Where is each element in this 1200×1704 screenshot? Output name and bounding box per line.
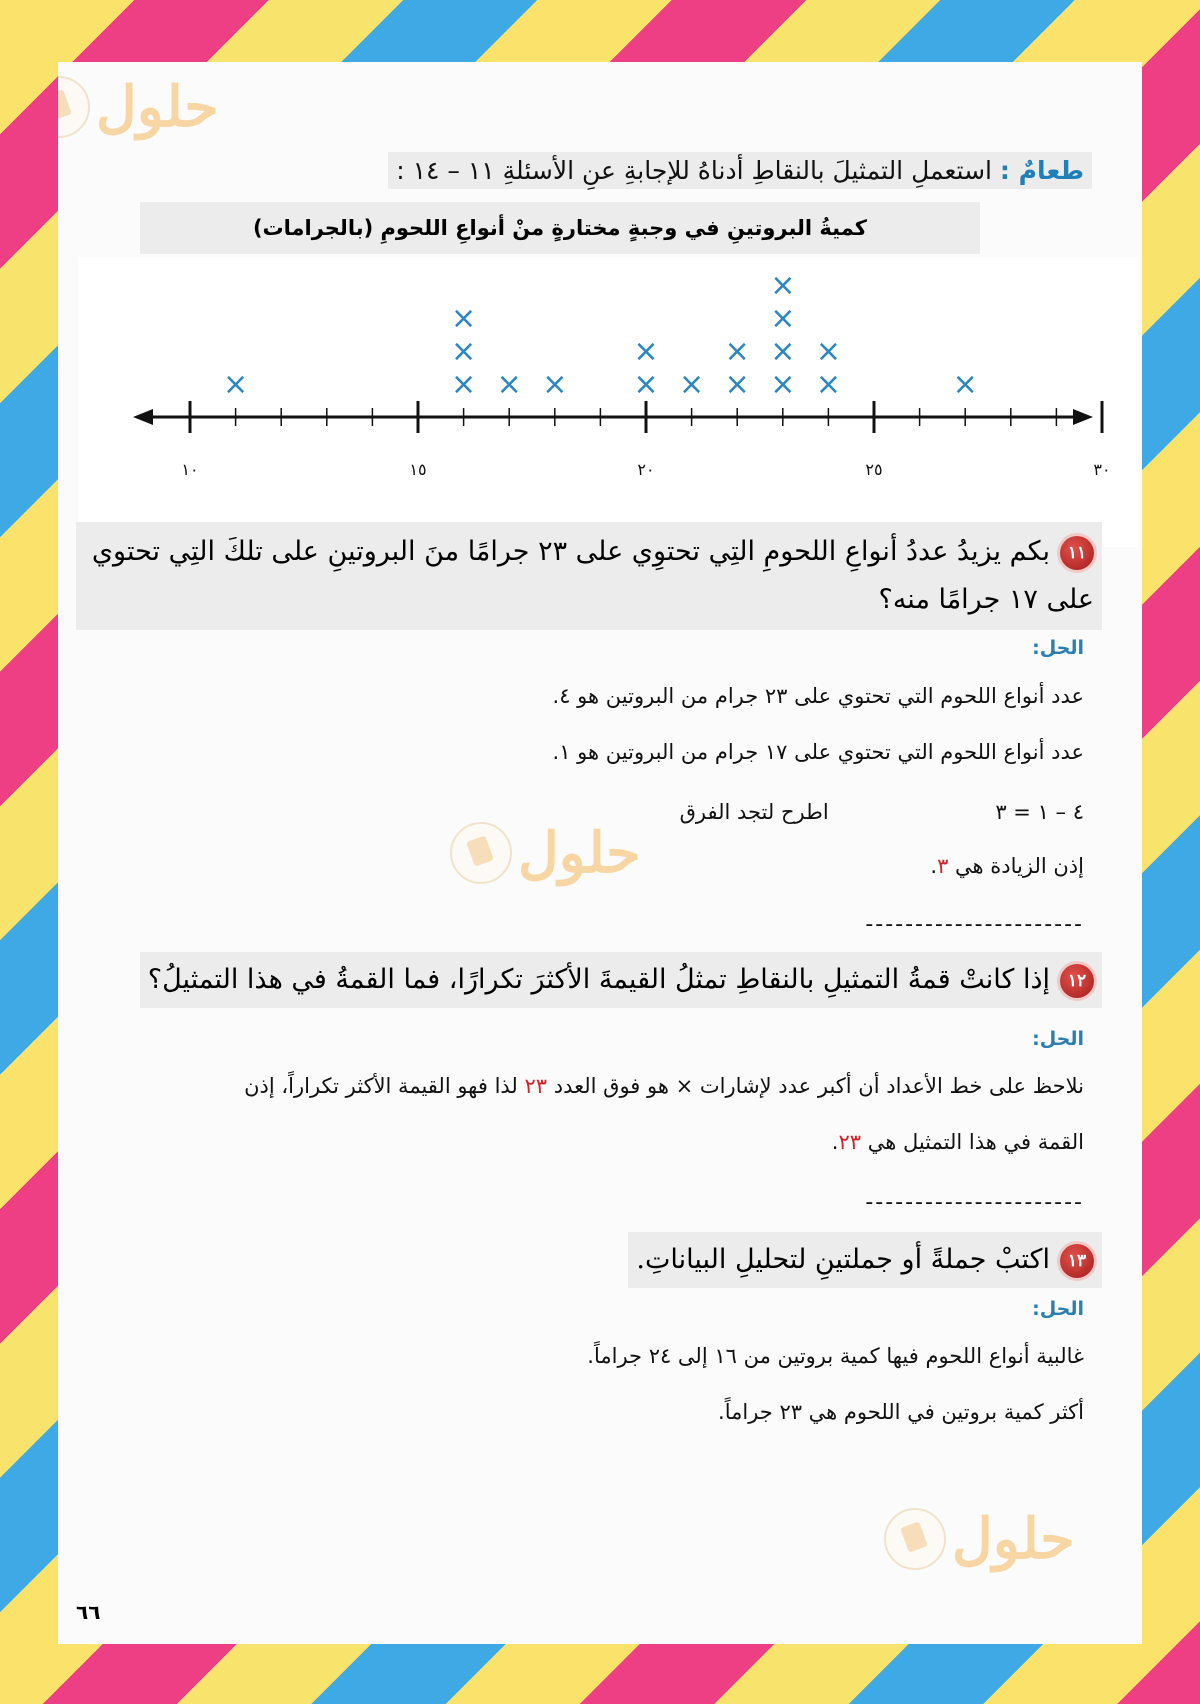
data-mark: × <box>724 367 750 402</box>
data-mark: × <box>496 367 522 402</box>
question-11-text: بكم يزيدُ عددُ أنواعِ اللحومِ التِي تحتوِي على ٢٣ جرامًا منَ البروتينِ على تلكَ التِي تحتوي على ١٧ جرامًا منه؟ <box>91 536 1094 615</box>
question-12 <box>140 952 1102 1008</box>
question-number-badge: ١٣ <box>1060 1244 1094 1278</box>
watermark-emblem-icon <box>58 76 90 138</box>
watermark-emblem-icon <box>450 822 512 884</box>
data-mark: × <box>542 367 568 402</box>
q11-answer-value: ٣ <box>937 854 949 878</box>
question-12-text: إذا كانتْ قمةُ التمثيلِ بالنقاطِ تمثلُ القيمةَ الأكثرَ تكرارًا، فما القمةُ في هذا التمثيلُ؟ <box>147 964 1050 995</box>
data-mark: × <box>815 367 841 402</box>
watermark-logo-middle: حلول <box>450 820 641 886</box>
data-mark: × <box>724 334 750 369</box>
solution-label: الحل: <box>1032 1298 1084 1320</box>
data-mark: × <box>223 367 249 402</box>
right-arrow-icon <box>1073 409 1093 425</box>
question-13 <box>628 1232 1102 1288</box>
q13-solution-line-1: غالبية أنواع اللحوم فيها كمية بروتين من ١٦ إلى ٢٤ جراماً. <box>587 1344 1084 1368</box>
data-mark: × <box>451 367 477 402</box>
data-mark: × <box>451 301 477 336</box>
q12-solution-line-2: القمة في هذا التمثيل هي ٢٣. <box>831 1130 1084 1154</box>
data-mark: × <box>815 334 841 369</box>
section-header <box>388 152 1092 189</box>
q11-solution-line-2: عدد أنواع اللحوم التي تحتوي على ١٧ جرام من البروتين هو ١. <box>552 740 1084 764</box>
data-mark: × <box>770 268 796 303</box>
data-mark: × <box>633 334 659 369</box>
q11-equation-note: اطرح لتجد الفرق <box>679 800 829 824</box>
q12-solution-line-1: نلاحظ على خط الأعداد أن أكبر عدد لإشارات × هو فوق العدد ٢٣ لذا فهو القيمة الأكثر تكراراً، إذن <box>244 1074 1084 1098</box>
q11-solution-line-1: عدد أنواع اللحوم التي تحتوي على ٢٣ جرام من البروتين هو ٤. <box>552 684 1084 708</box>
q11-equation-row <box>124 800 1084 824</box>
watermark-logo-top: حلول <box>58 74 219 140</box>
q12-answer-value: ٢٣ <box>838 1130 862 1154</box>
data-mark: × <box>770 334 796 369</box>
tick-label: ٢٥ <box>865 460 883 479</box>
chart-title: كميةُ البروتينِ في وجبةٍ مختارةٍ منْ أنواعِ اللحومِ (بالجرامات) <box>252 216 868 240</box>
question-number-badge: ١١ <box>1060 536 1094 570</box>
book-page <box>58 62 1142 1644</box>
dot-plot-svg <box>78 257 1138 547</box>
page-number: ٦٦ <box>76 1600 101 1624</box>
solution-label: الحل: <box>1032 1028 1084 1050</box>
data-mark: × <box>451 334 477 369</box>
question-11 <box>76 522 1102 630</box>
data-mark: × <box>952 367 978 402</box>
question-number-badge: ١٢ <box>1060 964 1094 998</box>
data-mark: × <box>770 367 796 402</box>
divider-1: ---------------------- <box>865 912 1084 937</box>
left-arrow-icon <box>133 409 153 425</box>
header-text: استعملِ التمثيلَ بالنقاطِ أدناهُ للإجابةِ عنِ الأسئلةِ ١١ – ١٤ : <box>396 156 992 185</box>
divider-2: ---------------------- <box>865 1190 1084 1215</box>
data-mark: × <box>770 301 796 336</box>
solution-label: الحل: <box>1032 637 1084 659</box>
data-mark: × <box>633 367 659 402</box>
data-mark: × <box>679 367 705 402</box>
watermark-logo-bottom: حلول <box>884 1506 1075 1572</box>
q11-conclusion: إذن الزيادة هي ٣. <box>930 854 1084 878</box>
dot-plot <box>78 257 1138 547</box>
header-label: طعامٌ : <box>999 156 1084 185</box>
question-13-text: اكتبْ جملةً أو جملتينِ لتحليلِ البياناتِ. <box>636 1244 1050 1275</box>
watermark-emblem-icon <box>884 1508 946 1570</box>
tick-label: ٢٠ <box>637 460 655 479</box>
tick-label: ١٥ <box>409 460 427 479</box>
tick-label: ١٠ <box>181 460 199 479</box>
q11-equation: ٤ – ١ = ٣ <box>995 800 1084 824</box>
chart-title-box <box>140 202 980 254</box>
tick-label: ٣٠ <box>1093 460 1111 479</box>
q13-solution-line-2: أكثر كمية بروتين في اللحوم هي ٢٣ جراماً. <box>718 1400 1084 1424</box>
